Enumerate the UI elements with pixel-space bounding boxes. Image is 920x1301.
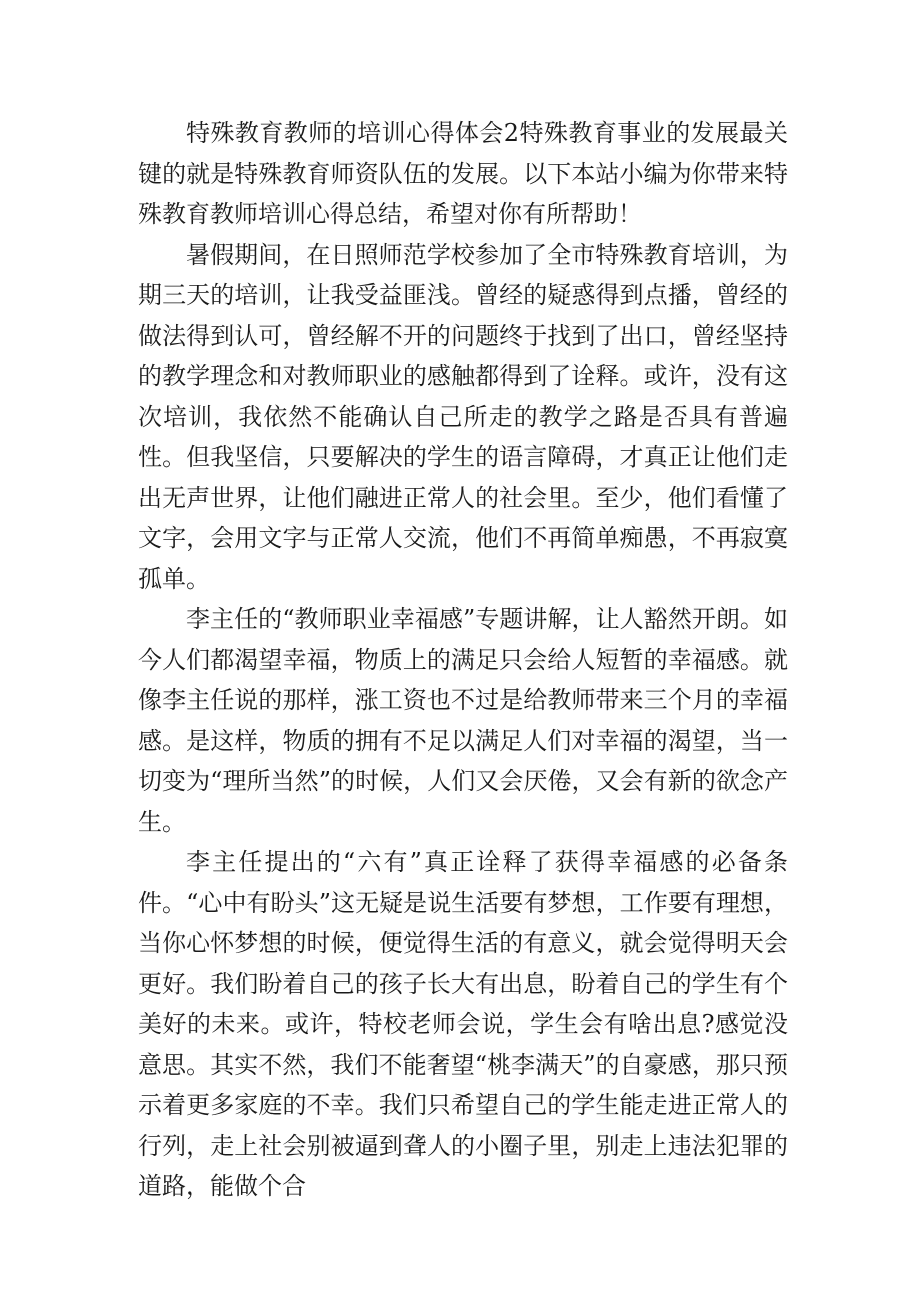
paragraph-training: 暑假期间，在日照师范学校参加了全市特殊教育培训，为期三天的培训，让我受益匪浅。曾经的疑惑得到点播，曾经的做法得到认可，曾经解不开的问题终于找到了出口，曾经坚持的教学理念和对教师职业的感触都得到了诠释。或许，没有这次培训，我依然不能确认自己所走的教学之路是否具有普遍性。但我坚信，只要解决的学生的语言障碍，才真正让他们走出无声世界，让他们融进正常人的社会里。至少，他们看懂了文字，会用文字与正常人交流，他们不再简单痴愚，不再寂寞孤单。 xyxy=(138,240,788,593)
paragraph-six-conditions: 李主任提出的“六有”真正诠释了获得幸福感的必备条件。“心中有盼头”这无疑是说生活要有梦想，工作要有理想，当你心怀梦想的时候，便觉得生活的有意义，就会觉得明天会更好。我们盼着自己的孩子长大有出息，盼着自己的学生有个美好的未来。或许，特校老师会说，学生会有啥出息?感觉没意思。其实不然，我们不能奢望“桃李满天”的自豪感，那只预示着更多家庭的不幸。我们只希望自己的学生能走进正常人的行列，走上社会别被逼到聋人的小圈子里，别走上违法犯罪的道路，能做个合 xyxy=(138,848,788,1200)
document-body xyxy=(138,113,788,1207)
paragraph-intro: 特殊教育教师的培训心得体会2特殊教育事业的发展最关键的就是特殊教育师资队伍的发展。以下本站小编为你带来特殊教育教师培训心得总结，希望对你有所帮助！ xyxy=(138,119,788,228)
paragraph-happiness-lecture: 李主任的“教师职业幸福感”专题讲解，让人豁然开朗。如今人们都渴望幸福，物质上的满足只会给人短暂的幸福感。就像李主任说的那样，涨工资也不过是给教师带来三个月的幸福感。是这样，物质的拥有不足以满足人们对幸福的渴望，当一切变为“理所当然”的时候，人们又会厌倦，又会有新的欲念产生。 xyxy=(138,605,788,836)
